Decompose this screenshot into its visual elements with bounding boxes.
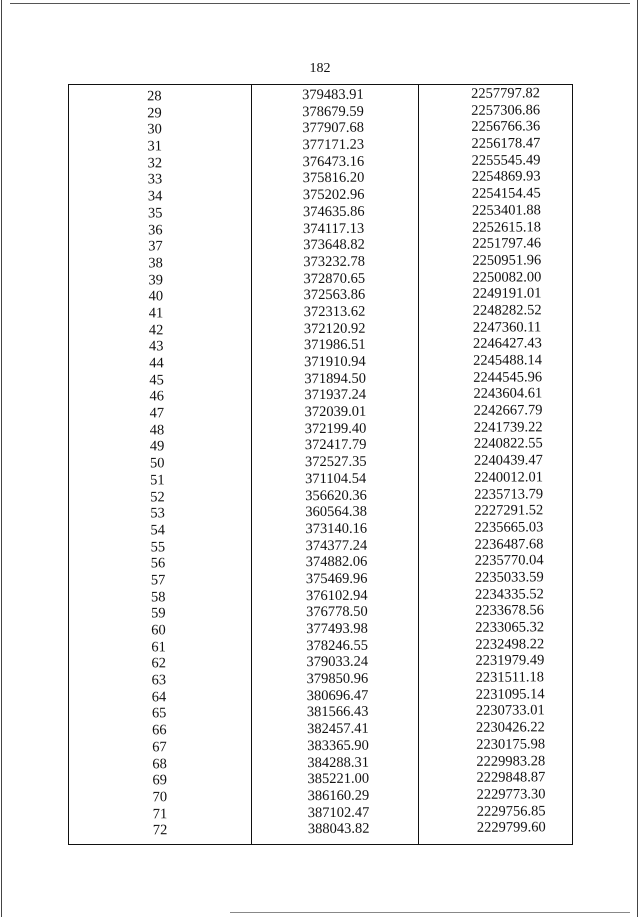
- coordinate-y-cell: 2257797.82: [470, 85, 540, 102]
- point-number-cell: 65: [151, 705, 167, 722]
- point-number-cell: 28: [146, 88, 162, 105]
- coordinate-y-cell: 2251797.46: [472, 235, 542, 253]
- coordinate-x-cell: 385221.00: [307, 770, 370, 788]
- point-number-cell: 34: [147, 188, 163, 205]
- table-row: [75, 819, 573, 840]
- coordinate-y-cell: 2229848.87: [476, 769, 546, 787]
- coordinate-y-cell: 2231511.18: [475, 669, 545, 686]
- point-number-cell: 58: [150, 588, 166, 605]
- table-body: [69, 85, 573, 840]
- point-number-cell: 70: [152, 789, 168, 806]
- point-number-cell: 72: [152, 822, 168, 839]
- coordinate-y-cell: 2246427.43: [472, 335, 542, 353]
- coordinate-x-cell: 372417.79: [304, 437, 367, 454]
- point-number-cell: 39: [148, 271, 164, 288]
- coordinate-x-cell: 376102.94: [305, 587, 368, 604]
- coordinate-y-cell: 2241739.22: [473, 419, 543, 436]
- coordinate-x-cell: 371986.51: [303, 336, 366, 354]
- coordinate-x-cell: 377907.68: [302, 120, 365, 137]
- scan-edge-left: [1, 0, 2, 917]
- point-number-cell: 71: [152, 805, 168, 822]
- coordinate-y-cell: 2229773.30: [476, 786, 546, 803]
- coordinate-x-cell: 372313.62: [303, 303, 366, 321]
- point-number-cell: 44: [149, 355, 164, 372]
- point-number-cell: 46: [149, 388, 164, 405]
- coordinate-y-cell: 2256178.47: [471, 135, 541, 152]
- coordinate-x-cell: 380696.47: [306, 687, 369, 704]
- coordinate-x-cell: 372870.65: [303, 270, 366, 287]
- coordinate-x-cell: 382457.41: [306, 720, 369, 738]
- coordinate-x-cell: 388043.82: [307, 820, 370, 838]
- coordinate-y-cell: 2249191.01: [472, 285, 542, 303]
- point-number-cell: 42: [148, 321, 164, 339]
- point-number-cell: 31: [147, 138, 163, 155]
- coordinate-x-cell: 356620.36: [305, 487, 367, 504]
- coordinate-x-cell: 375816.20: [302, 170, 365, 187]
- point-number-cell: 66: [151, 722, 167, 739]
- point-number-cell: 61: [151, 638, 166, 656]
- coordinate-y-cell: 2230426.22: [475, 719, 545, 736]
- coordinate-y-cell: 2231979.49: [475, 652, 545, 670]
- coordinate-x-cell: 373648.82: [303, 236, 365, 254]
- point-number-cell: 56: [150, 555, 166, 572]
- coordinate-y-cell: 2245488.14: [473, 352, 543, 369]
- coordinate-x-cell: 372199.40: [304, 420, 367, 437]
- coordinate-x-cell: 371894.50: [304, 370, 366, 387]
- coordinate-x-cell: 373232.78: [303, 253, 366, 271]
- coordinate-y-cell: 2227291.52: [474, 502, 544, 520]
- coordinate-y-cell: 2230175.98: [476, 736, 546, 753]
- coordinate-y-cell: 2231095.14: [475, 686, 545, 703]
- point-number-cell: 35: [147, 205, 163, 222]
- point-number-cell: 69: [152, 772, 167, 789]
- point-number-cell: 68: [152, 755, 167, 772]
- coordinate-y-cell: 2233065.32: [475, 619, 545, 636]
- coordinate-x-cell: 376473.16: [302, 153, 365, 170]
- coordinate-y-cell: 2240012.01: [474, 469, 544, 486]
- scan-edge-top: [10, 3, 630, 4]
- point-number-cell: 30: [147, 121, 162, 138]
- point-number-cell: 64: [151, 689, 167, 706]
- point-number-cell: 29: [147, 104, 162, 122]
- coordinate-x-cell: 379850.96: [306, 670, 369, 688]
- coordinate-y-cell: 2229799.60: [476, 819, 546, 837]
- point-number-cell: 54: [150, 522, 166, 539]
- point-number-cell: 50: [149, 455, 165, 472]
- point-number-cell: 59: [151, 605, 166, 622]
- coordinate-x-cell: 376778.50: [306, 603, 368, 621]
- coordinate-x-cell: 379483.91: [301, 86, 364, 104]
- coordinate-x-cell: 371910.94: [304, 353, 366, 371]
- point-number-cell: 57: [150, 572, 166, 589]
- coordinate-x-cell: 387102.47: [307, 804, 370, 821]
- coordinate-y-cell: 2256766.36: [471, 118, 541, 136]
- coordinate-x-cell: 378246.55: [306, 637, 369, 654]
- coordinate-y-cell: 2229983.28: [476, 752, 546, 770]
- point-number-cell: 52: [150, 488, 165, 505]
- point-number-cell: 43: [148, 338, 164, 355]
- coordinate-x-cell: 378679.59: [302, 103, 364, 120]
- coordinate-y-cell: 2235770.04: [474, 552, 544, 570]
- coordinate-y-cell: 2254869.93: [471, 168, 541, 186]
- coordinate-y-cell: 2243604.61: [473, 385, 543, 403]
- coordinate-x-cell: 375469.96: [305, 570, 368, 588]
- coordinate-x-cell: 374882.06: [305, 553, 368, 571]
- point-number-cell: 47: [149, 405, 165, 422]
- coordinate-x-cell: 360564.38: [305, 503, 368, 521]
- coordinate-x-cell: 371104.54: [305, 470, 367, 487]
- coordinate-x-cell: 374377.24: [305, 537, 368, 554]
- coordinate-x-cell: 375202.96: [302, 186, 365, 204]
- coordinates-table: [68, 84, 573, 845]
- coordinate-y-cell: 2236487.68: [474, 535, 544, 553]
- coordinate-y-cell: 2229756.85: [476, 802, 546, 820]
- coordinate-y-cell: 2235665.03: [474, 519, 544, 536]
- point-number-cell: 41: [148, 305, 164, 322]
- coordinate-y-cell: 2257306.86: [471, 101, 541, 119]
- coordinate-y-cell: 2244545.96: [473, 368, 543, 386]
- point-number-cell: 53: [150, 505, 165, 522]
- coordinate-y-cell: 2253401.88: [471, 202, 541, 219]
- coordinate-y-cell: 2250082.00: [472, 268, 542, 286]
- coordinate-x-cell: 372527.35: [304, 453, 367, 471]
- coordinate-x-cell: 374635.86: [302, 203, 365, 220]
- scan-edge-bottom: [230, 912, 630, 913]
- coordinate-y-cell: 2233678.56: [475, 602, 545, 620]
- point-number-cell: 36: [148, 221, 163, 238]
- coordinate-x-cell: 373140.16: [305, 520, 368, 538]
- point-number-cell: 49: [149, 438, 165, 455]
- coordinate-y-cell: 2250951.96: [472, 252, 542, 269]
- point-number-cell: 51: [150, 472, 165, 489]
- coordinate-x-cell: 374117.13: [303, 220, 365, 237]
- coordinate-x-cell: 386160.29: [307, 787, 370, 805]
- point-number-cell: 32: [147, 155, 163, 172]
- point-number-cell: 62: [151, 655, 167, 672]
- point-number-cell: 67: [152, 739, 167, 756]
- coordinate-x-cell: 384288.31: [307, 754, 369, 771]
- coordinate-y-cell: 2235033.59: [474, 569, 544, 586]
- coordinate-y-cell: 2242667.79: [473, 402, 543, 419]
- point-number-cell: 40: [148, 288, 164, 305]
- point-number-cell: 55: [150, 538, 166, 555]
- point-number-cell: 38: [148, 255, 163, 272]
- scan-edge-right: [637, 0, 638, 917]
- coordinate-x-cell: 372563.86: [303, 286, 366, 304]
- coordinate-x-cell: 379033.24: [306, 654, 369, 671]
- point-number-cell: 37: [148, 238, 163, 255]
- coordinate-x-cell: 381566.43: [306, 704, 369, 721]
- coordinate-y-cell: 2235713.79: [474, 485, 544, 503]
- coordinate-x-cell: 372039.01: [304, 403, 367, 421]
- coordinate-x-cell: 371937.24: [304, 387, 367, 404]
- coordinate-y-cell: 2240822.55: [473, 435, 543, 453]
- coordinate-y-cell: 2230733.01: [475, 702, 545, 720]
- coordinate-x-cell: 377493.98: [306, 620, 368, 638]
- point-number-cell: 60: [151, 622, 166, 639]
- coordinate-y-cell: 2232498.22: [475, 635, 545, 653]
- point-number-cell: 48: [149, 422, 165, 439]
- page-number: 182: [309, 61, 331, 76]
- coordinate-x-cell: 377171.23: [302, 136, 365, 154]
- coordinate-y-cell: 2240439.47: [473, 452, 543, 469]
- coordinate-y-cell: 2255545.49: [471, 152, 541, 169]
- point-number-cell: 63: [151, 672, 167, 689]
- coordinate-y-cell: 2248282.52: [472, 302, 542, 319]
- coordinate-y-cell: 2254154.45: [471, 185, 541, 202]
- coordinate-x-cell: 372120.92: [303, 320, 366, 337]
- coordinate-y-cell: 2247360.11: [472, 318, 542, 336]
- point-number-cell: 45: [149, 371, 164, 389]
- coordinate-y-cell: 2252615.18: [472, 218, 542, 236]
- point-number-cell: 33: [147, 171, 163, 188]
- coordinate-x-cell: 383365.90: [307, 737, 369, 754]
- coordinate-y-cell: 2234335.52: [474, 585, 544, 603]
